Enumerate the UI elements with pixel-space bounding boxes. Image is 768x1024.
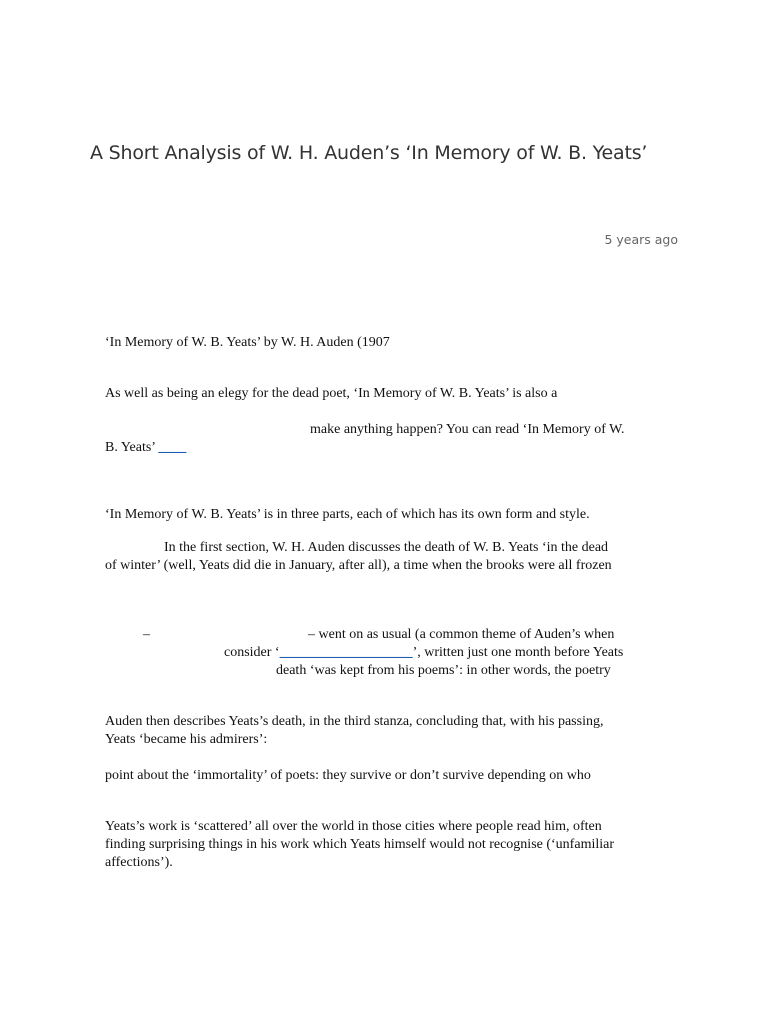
body-line-4-text: B. Yeats’ <box>105 440 159 455</box>
body-line-7: of winter’ (well, Yeats did die in January, after all), a time when the brooks were all frozen <box>105 558 612 573</box>
body-line-11: Auden then describes Yeats’s death, in the third stanza, concluding that, with his passing, <box>105 714 604 729</box>
body-line-8: – went on as usual (a common theme of Auden’s when <box>308 627 615 642</box>
body-line-6: In the first section, W. H. Auden discusses the death of W. B. Yeats ‘in the dead <box>164 540 609 555</box>
read-poem-link[interactable]: ____ <box>158 440 187 455</box>
post-timestamp: 5 years ago <box>604 232 678 247</box>
body-line-5: ‘In Memory of W. B. Yeats’ is in three parts, each of which has its own form and style. <box>105 507 590 522</box>
body-line-2: As well as being an elegy for the dead poet, ‘In Memory of W. B. Yeats’ is also a <box>105 386 558 401</box>
page-title: A Short Analysis of W. H. Auden’s ‘In Memory of W. B. Yeats’ <box>90 142 648 164</box>
body-line-14: Yeats’s work is ‘scattered’ all over the world in those cities where people read him, often <box>105 819 602 834</box>
body-line-1: ‘In Memory of W. B. Yeats’ by W. H. Auden (1907 <box>105 335 390 350</box>
body-line-9-pre: consider ‘ <box>224 645 280 660</box>
body-line-10: death ‘was kept from his poems’: in other words, the poetry <box>276 663 611 678</box>
body-line-16: affections’). <box>105 855 173 870</box>
body-line-4 <box>105 439 186 457</box>
body-line-15: finding surprising things in his work which Yeats himself would not recognise (‘unfamiliar <box>105 837 614 852</box>
poem-title-link[interactable]: ___________________ <box>279 645 413 660</box>
body-line-9 <box>224 644 623 662</box>
body-line-8-dash: – <box>143 627 150 642</box>
body-line-13: point about the ‘immortality’ of poets: they survive or don’t survive depending on who <box>105 768 591 783</box>
body-line-9-post: ’, written just one month before Yeats <box>412 645 624 660</box>
body-line-3: make anything happen? You can read ‘In Memory of W. <box>310 422 625 437</box>
body-line-12: Yeats ‘became his admirers’: <box>105 732 268 747</box>
